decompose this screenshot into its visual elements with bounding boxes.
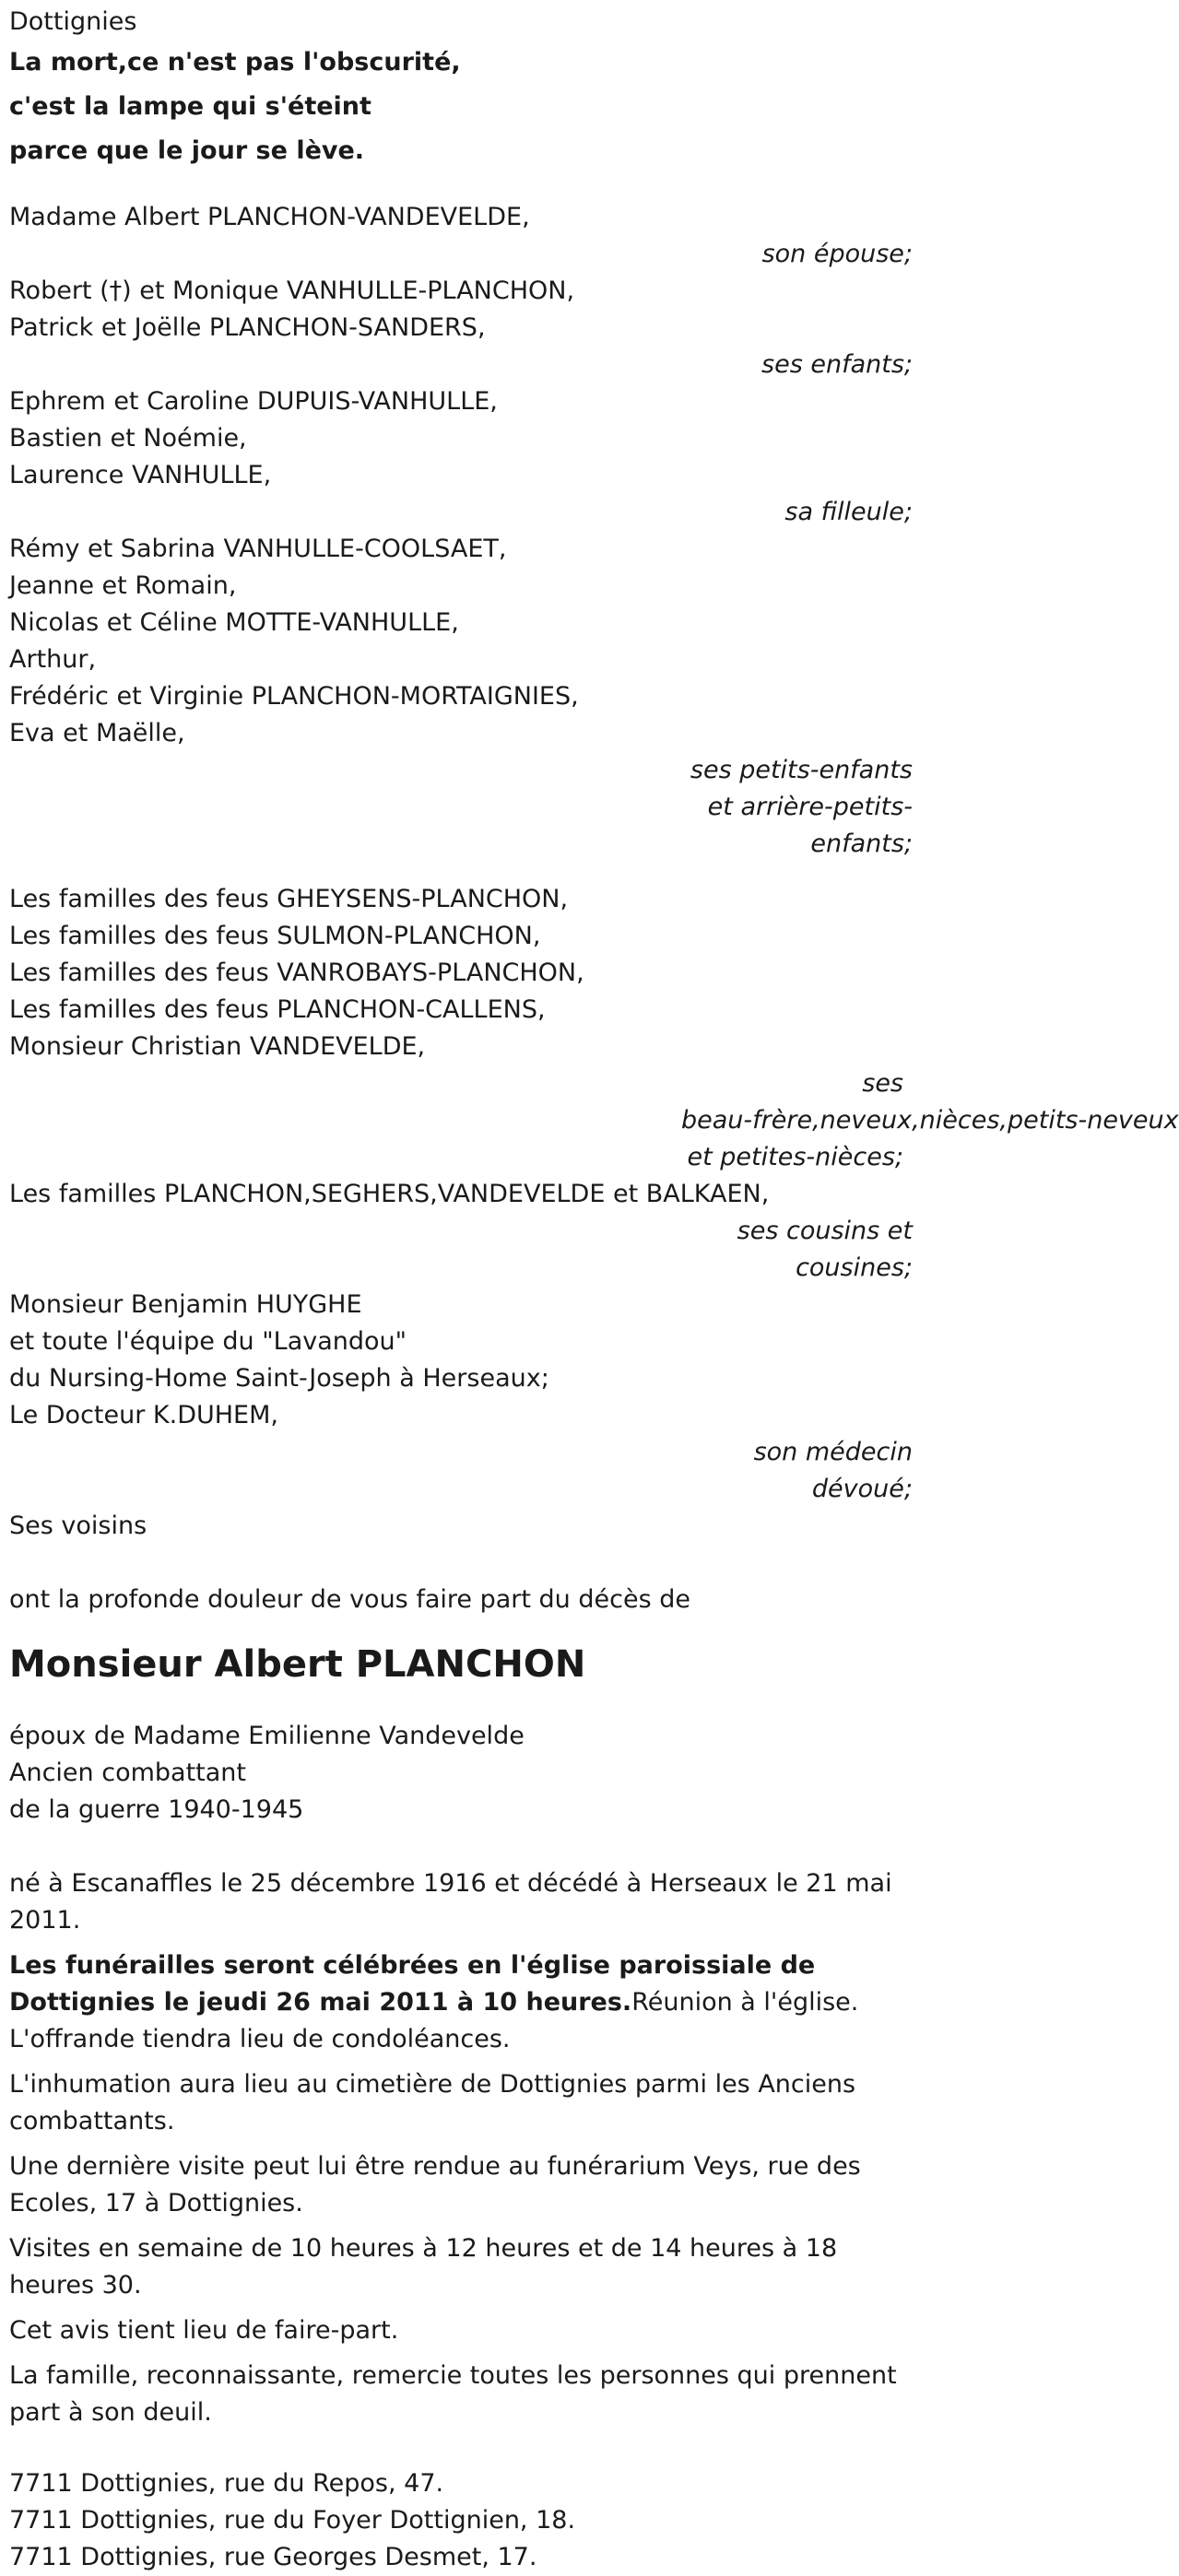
deceased-details: [9, 1718, 1042, 1829]
relation-label: son médecin: [753, 1438, 913, 1466]
family-line: Les familles des feus VANROBAYS-PLANCHON,: [9, 959, 584, 987]
detail-line: époux de Madame Emilienne Vandevelde: [9, 1722, 525, 1750]
family-line: Patrick et Joëlle PLANCHON-SANDERS,: [9, 313, 486, 342]
obituary: [9, 4, 1179, 2576]
visit-info: Une dernière visite peut lui être rendue au funérarium Veys, rue des Ecoles, 17 à Dottignies.: [9, 2152, 861, 2217]
family-line: et toute l'équipe du "Lavandou": [9, 1327, 407, 1356]
relation-label: et petites-nièces;: [687, 1143, 903, 1171]
quote-line: c'est la lampe qui s'éteint: [9, 92, 371, 121]
family-line: Rémy et Sabrina VANHULLE-COOLSAET,: [9, 535, 507, 563]
relation-label: ses: [862, 1069, 903, 1098]
detail-line: de la guerre 1940-1945: [9, 1795, 304, 1824]
family-line: Les familles des feus SULMON-PLANCHON,: [9, 922, 541, 950]
family-line: Les familles des feus PLANCHON-CALLENS,: [9, 995, 546, 1024]
family-line: Eva et Maëlle,: [9, 719, 185, 747]
family-spouse: [9, 199, 913, 273]
quote-line: parce que le jour se lève.: [9, 136, 365, 165]
quote-line: La mort,ce n'est pas l'obscurité,: [9, 48, 461, 76]
address-line: 7711 Dottignies, rue du Foyer Dottignien, 18.: [9, 2506, 576, 2535]
family-cousins: [9, 1176, 913, 1287]
quote: [9, 41, 1042, 173]
birth-death: né à Escanaffles le 25 décembre 1916 et décédé à Herseaux le 21 mai 2011.: [9, 1869, 892, 1935]
announcement: ont la profonde douleur de vous faire part du décès de: [9, 1585, 690, 1614]
funeral-bold: Les funérailles seront célébrées en l'église paroissiale de Dottignies le jeudi 26 mai 2011 à 10 heures.: [9, 1951, 816, 2017]
relation-label: ses enfants;: [761, 350, 913, 379]
family-line: Les familles des feus GHEYSENS-PLANCHON,: [9, 885, 569, 913]
family-grandchildren: [9, 531, 913, 863]
family-line: Le Docteur K.DUHEM,: [9, 1401, 278, 1429]
relation-label: ses petits-enfants: [690, 756, 913, 784]
addresses: [9, 2465, 1042, 2576]
relation-label: ses cousins et: [737, 1217, 913, 1245]
family-line: Les familles PLANCHON,SEGHERS,VANDEVELDE et BALKAEN,: [9, 1180, 770, 1208]
relation-label: beau-frère,neveux,nièces,petits-neveux: [681, 1106, 1179, 1135]
address-line: 7711 Dottignies, rue Georges Desmet, 17.: [9, 2543, 537, 2571]
visit-hours: Visites en semaine de 10 heures à 12 heures et de 14 heures à 18 heures 30.: [9, 2234, 838, 2300]
family-line: Laurence VANHULLE,: [9, 461, 272, 489]
family-line: Jeanne et Romain,: [9, 571, 237, 600]
family-line: Monsieur Christian VANDEVELDE,: [9, 1032, 426, 1061]
family-doctor: [9, 1287, 913, 1508]
relation-label: sa filleule;: [784, 498, 913, 526]
family-line: Nicolas et Céline MOTTE-VANHULLE,: [9, 608, 459, 637]
neighbours: Ses voisins: [9, 1511, 147, 1540]
family-goddaughter: [9, 383, 913, 531]
address-line: 7711 Dottignies, rue du Repos, 47.: [9, 2469, 444, 2498]
detail-line: Ancien combattant: [9, 1759, 247, 1787]
family-line: Bastien et Noémie,: [9, 424, 247, 453]
family-line: Frédéric et Virginie PLANCHON-MORTAIGNIES,: [9, 682, 579, 711]
family-line: Monsieur Benjamin HUYGHE: [9, 1290, 362, 1319]
family-children: [9, 273, 913, 383]
family-line: Ephrem et Caroline DUPUIS-VANHULLE,: [9, 387, 498, 416]
relation-label: et arrière-petits-: [707, 793, 913, 821]
family-line: Arthur,: [9, 645, 97, 674]
family-line: Robert (†) et Monique VANHULLE-PLANCHON,: [9, 276, 575, 305]
relation-label: cousines;: [796, 1253, 913, 1282]
relation-label: dévoué;: [811, 1475, 913, 1503]
relation-label: enfants;: [810, 829, 913, 858]
family-line: Madame Albert PLANCHON-VANDEVELDE,: [9, 203, 530, 231]
funeral-info: [9, 1947, 913, 2058]
family-inlaws: [9, 881, 1179, 1176]
deceased-name: Monsieur Albert PLANCHON: [9, 1643, 586, 1686]
location: Dottignies: [9, 7, 137, 36]
funeral-normal: Réunion à l'église. L'offrande tiendra lieu de condoléances.: [9, 1988, 859, 2053]
thanks: La famille, reconnaissante, remercie toutes les personnes qui prennent part à son deuil.: [9, 2361, 897, 2427]
burial-info: L'inhumation aura lieu au cimetière de Dottignies parmi les Anciens combattants.: [9, 2070, 856, 2135]
notice: Cet avis tient lieu de faire-part.: [9, 2316, 399, 2345]
relation-label: son épouse;: [761, 240, 913, 268]
family-line: du Nursing-Home Saint-Joseph à Herseaux;: [9, 1364, 549, 1393]
